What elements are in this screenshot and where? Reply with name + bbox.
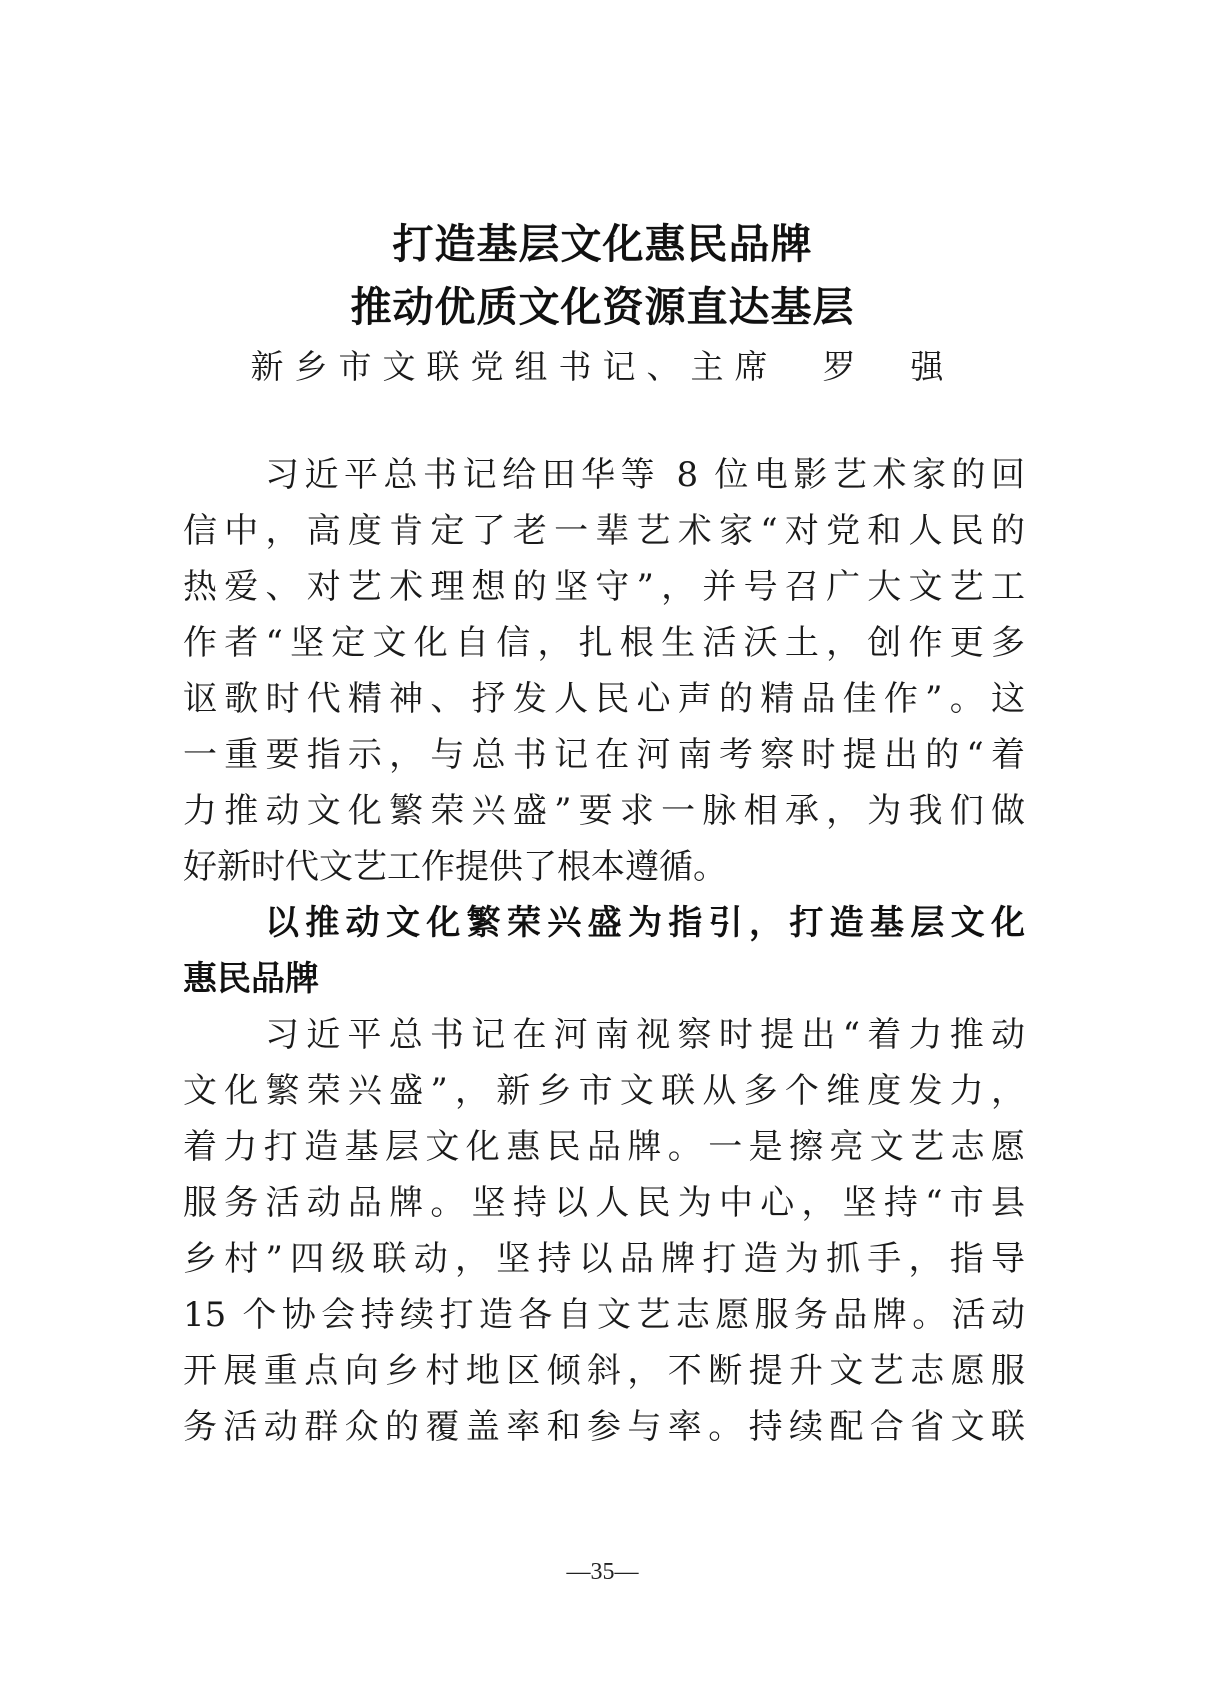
paragraph-1-line-6: 一重要指示，与总书记在河南考察时提出的“着 [183,735,1025,775]
paragraph-1-line-1: 习近平总书记给田华等 8 位电影艺术家的回 [265,455,1025,495]
paragraph-1-line-3: 热爱、对艺术理想的坚守”，并号召广大文艺工 [183,567,1025,607]
article-byline: 新乡市文联党组书记、主席 罗 强 [250,347,955,386]
paragraph-1-line-8: 好新时代文艺工作提供了根本遵循。 [183,847,727,887]
paragraph-1-line-4: 作者“坚定文化自信，扎根生活沃土，创作更多 [183,623,1025,663]
section-heading-line-1: 以推动文化繁荣兴盛为指引，打造基层文化 [265,903,1025,943]
paragraph-1-line-2: 信中，高度肯定了老一辈艺术家“对党和人民的 [183,511,1025,551]
paragraph-2-line-3: 着力打造基层文化惠民品牌。一是擦亮文艺志愿 [183,1127,1025,1167]
section-heading-line-2: 惠民品牌 [183,959,319,999]
paragraph-2-line-2: 文化繁荣兴盛”，新乡市文联从多个维度发力， [183,1071,1025,1111]
paragraph-1-line-7: 力推动文化繁荣兴盛”要求一脉相承，为我们做 [183,791,1025,831]
paragraph-2-line-7: 开展重点向乡村地区倾斜，不断提升文艺志愿服 [183,1351,1025,1391]
paragraph-2-line-4: 服务活动品牌。坚持以人民为中心，坚持“市县 [183,1183,1025,1223]
paragraph-2-line-8: 务活动群众的覆盖率和参与率。持续配合省文联 [183,1407,1025,1447]
paragraph-2-line-1: 习近平总书记在河南视察时提出“着力推动 [265,1015,1025,1055]
article-title-line-1: 打造基层文化惠民品牌 [392,220,813,268]
article-title-line-2: 推动优质文化资源直达基层 [350,283,855,331]
page-number: —35— [566,1559,639,1585]
paragraph-1-line-5: 讴歌时代精神、抒发人民心声的精品佳作”。这 [183,679,1025,719]
paragraph-2-line-6: 15 个协会持续打造各自文艺志愿服务品牌。活动 [183,1295,1025,1335]
paragraph-2-line-5: 乡村”四级联动，坚持以品牌打造为抓手，指导 [183,1239,1025,1279]
